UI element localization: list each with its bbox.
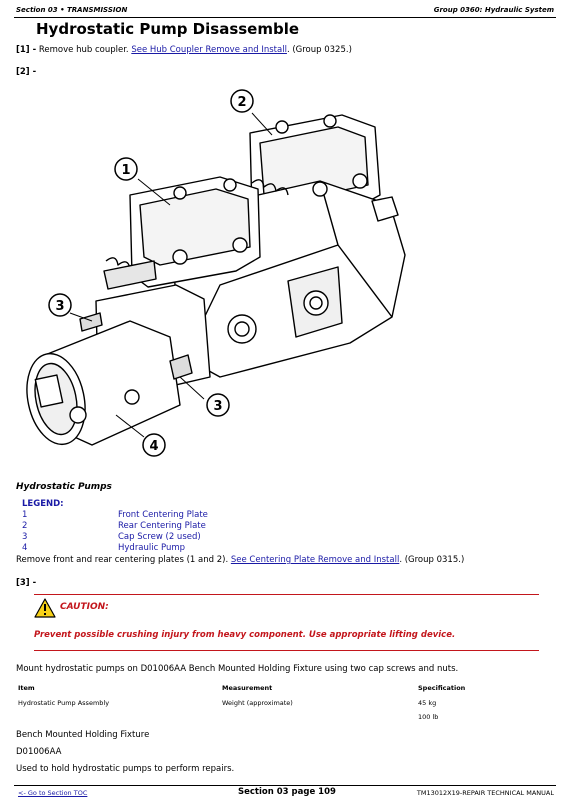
callout-1 <box>115 158 137 180</box>
section-header: Section 03 • TRANSMISSION <box>16 6 128 14</box>
caution-label: CAUTION: <box>60 602 109 612</box>
warning-icon <box>34 598 56 618</box>
spec-header-specification: Specification <box>418 684 466 692</box>
step-3 <box>16 578 36 588</box>
remove-plates-text: Remove front and rear centering plates (1 and 2). <box>16 555 229 565</box>
callout-4 <box>143 434 165 456</box>
caution-top-rule <box>34 594 539 595</box>
legend-text-3: Cap Screw (2 used) <box>118 532 201 542</box>
svg-text:1: 1 <box>121 163 131 178</box>
tool-name: Bench Mounted Holding Fixture <box>16 730 150 740</box>
centering-plate-link[interactable]: See Centering Plate Remove and Install <box>230 555 400 565</box>
mount-instruction: Mount hydrostatic pumps on D01006AA Bench Mounted Holding Fixture using two cap screws and nuts. <box>16 664 459 674</box>
legend-number-4: 4 <box>22 543 28 553</box>
hub-coupler-link[interactable]: See Hub Coupler Remove and Install <box>131 45 287 55</box>
callout-3a <box>49 294 71 316</box>
step-2 <box>16 67 36 77</box>
legend-text-4: Hydraulic Pump <box>118 543 186 553</box>
step-1 <box>16 45 352 55</box>
step-2-number: [2] - <box>16 67 37 77</box>
step-3-number: [3] - <box>16 578 37 588</box>
step-1-suffix: . (Group 0325.) <box>286 45 352 55</box>
tool-code: D01006AA <box>16 747 62 757</box>
caution-bottom-rule <box>34 650 539 651</box>
callout-2 <box>231 90 253 112</box>
step-1-text: Remove hub coupler. <box>38 45 129 55</box>
spec-measurement: Weight (approximate) <box>222 699 293 707</box>
footer-divider <box>14 785 556 786</box>
legend-title: LEGEND: <box>22 499 64 509</box>
caution-text: Prevent possible crushing injury from heavy component. Use appropriate lifting device. <box>34 630 456 640</box>
page-number: Section 03 page 109 <box>238 787 336 797</box>
figure-caption: Hydrostatic Pumps <box>16 482 112 492</box>
svg-text:3: 3 <box>213 399 223 414</box>
header-divider <box>14 17 556 18</box>
svg-text:3: 3 <box>55 299 65 314</box>
svg-text:2: 2 <box>237 95 247 110</box>
spec-header-item: Item <box>18 684 35 692</box>
manual-title: TM13012X19-REPAIR TECHNICAL MANUAL <box>416 789 554 797</box>
step-1-number: [1] - <box>16 45 37 55</box>
hydrostatic-pump-illustration <box>20 85 410 470</box>
callout-3b <box>207 394 229 416</box>
page-title: Hydrostatic Pump Disassemble <box>36 20 300 38</box>
legend-text-1: Front Centering Plate <box>118 510 208 520</box>
spec-value-lb: 100 lb <box>418 713 439 721</box>
legend-text-2: Rear Centering Plate <box>118 521 206 531</box>
remove-plates-suffix: . (Group 0315.) <box>399 555 465 565</box>
spec-value-kg: 45 kg <box>418 699 437 707</box>
spec-header-measurement: Measurement <box>222 684 273 692</box>
section-toc-link[interactable]: <- Go to Section TOC <box>18 789 88 797</box>
tool-use: Used to hold hydrostatic pumps to perform repairs. <box>16 764 235 774</box>
legend-number-1: 1 <box>22 510 28 520</box>
remove-plates-instruction <box>16 555 464 565</box>
legend-number-2: 2 <box>22 521 28 531</box>
legend-number-3: 3 <box>22 532 28 542</box>
svg-text:4: 4 <box>149 439 159 454</box>
spec-item: Hydrostatic Pump Assembly <box>18 699 110 707</box>
group-header: Group 0360: Hydraulic System <box>433 6 554 14</box>
